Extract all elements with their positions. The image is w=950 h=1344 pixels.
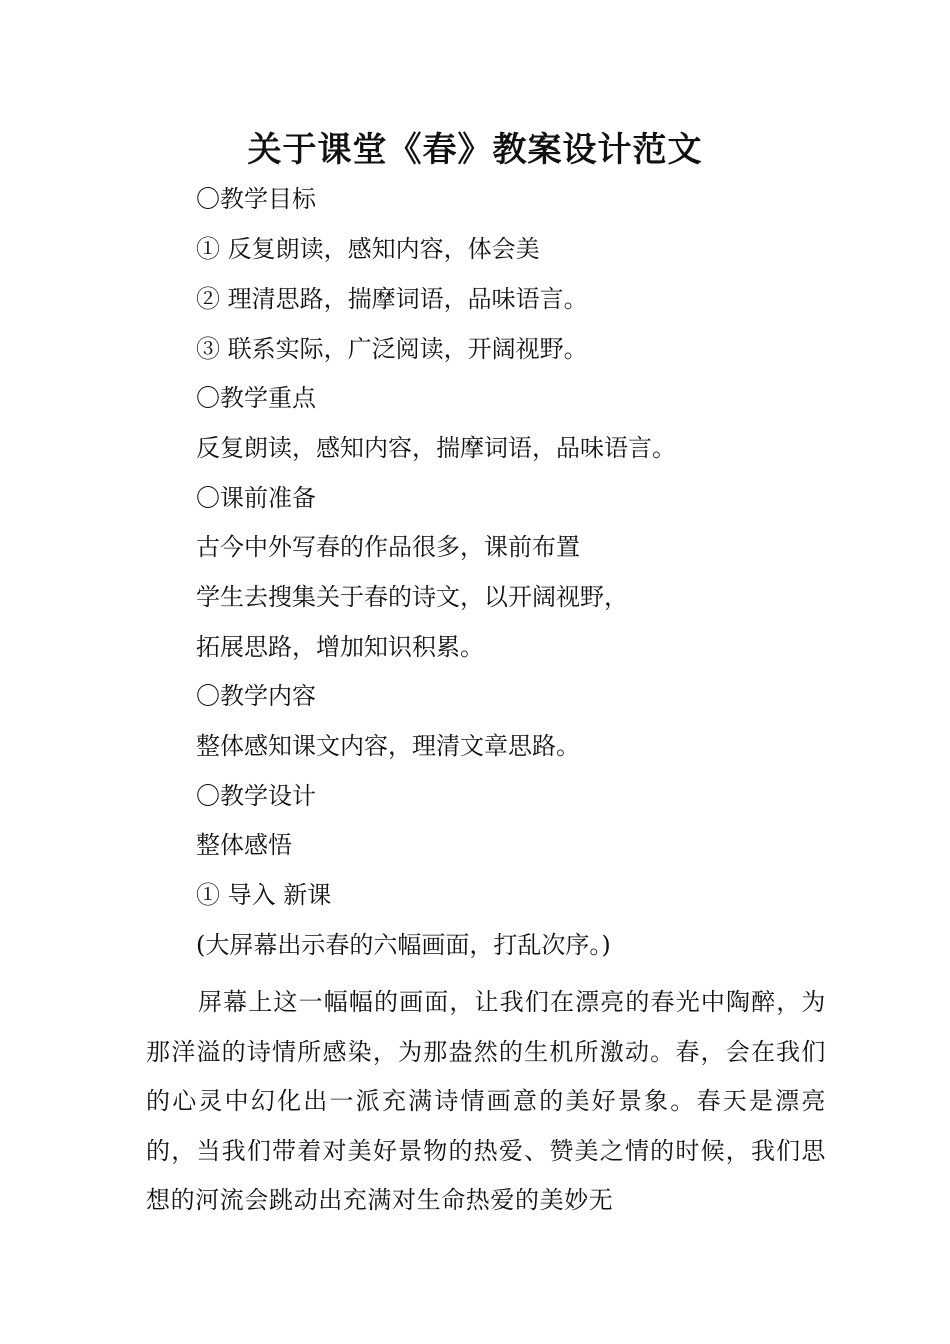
preparation-line-2: 学生去搜集关于春的诗文，以开阔视野，	[196, 583, 628, 611]
body-paragraph: 屏幕上这一幅幅的画面，让我们在漂亮的春光中陶醉，为那洋溢的诗情所感染，为那盎然的生机所激动。春，会在我们的心灵中幻化出一派充满诗情画意的美好景象。春天是漂亮的，当我们带着对美好景物的热爱、赞美之情的时候，我们思想的河流会跳动出充满对生命热爱的美妙无	[146, 988, 826, 1215]
design-overall: 整体感悟	[196, 831, 292, 859]
document-title: 关于课堂《春》教案设计范文	[247, 130, 703, 170]
preparation-line-3: 拓展思路，增加知识积累。	[196, 633, 484, 661]
heading-teaching-focus: 〇教学重点	[196, 384, 316, 412]
goal-item-3: ③ 联系实际，广泛阅读，开阔视野。	[196, 335, 588, 363]
heading-preparation: 〇课前准备	[196, 484, 316, 512]
heading-teaching-content: 〇教学内容	[196, 682, 316, 710]
focus-text: 反复朗读，感知内容，揣摩词语，品味语言。	[196, 434, 676, 462]
heading-teaching-goals: 〇教学目标	[196, 185, 316, 213]
content-text: 整体感知课文内容，理清文章思路。	[196, 732, 580, 760]
preparation-line-1: 古今中外写春的作品很多，课前布置	[196, 533, 580, 561]
goal-item-1: ① 反复朗读，感知内容，体会美	[196, 235, 540, 263]
heading-teaching-design: 〇教学设计	[196, 782, 316, 810]
goal-item-2: ② 理清思路，揣摩词语，品味语言。	[196, 285, 588, 313]
design-note: (大屏幕出示春的六幅画面，打乱次序。)	[196, 931, 611, 959]
design-step-1: ① 导入 新课	[196, 881, 332, 909]
